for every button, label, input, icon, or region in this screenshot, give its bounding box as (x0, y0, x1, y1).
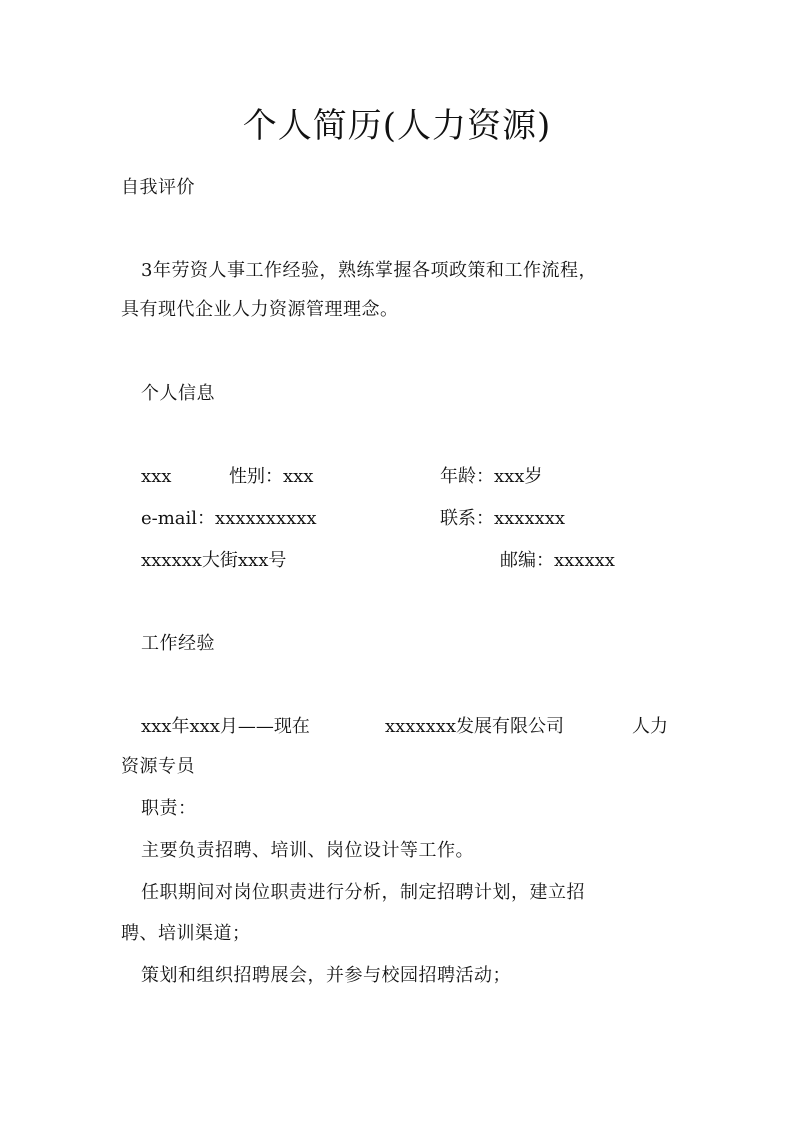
document-title: 个人简历(人力资源) (242, 106, 552, 146)
personal-contact: 联系：xxxxxxx (440, 508, 566, 529)
personal-gender: 性别：xxx (229, 466, 314, 487)
work-experience-heading: 工作经验 (141, 633, 215, 654)
duty-item-2-line1: 任职期间对岗位职责进行分析，制定招聘计划，建立招 (141, 882, 585, 903)
work-position-part2: 资源专员 (121, 756, 195, 777)
work-period: xxx年xxx月——现在 (141, 716, 310, 737)
self-eval-text-line1: 3年劳资人事工作经验，熟练掌握各项政策和工作流程， (141, 260, 597, 281)
duty-item-2-line2: 聘、培训渠道； (121, 923, 251, 944)
duty-item-3: 策划和组织招聘展会，并参与校园招聘活动； (141, 965, 511, 986)
personal-postcode: 邮编：xxxxxx (500, 550, 615, 571)
work-position-part1: 人力 (632, 716, 668, 737)
personal-age: 年龄：xxx岁 (440, 466, 543, 487)
personal-info-heading: 个人信息 (141, 383, 215, 404)
duties-label: 职责： (141, 798, 197, 819)
personal-name: xxx (141, 466, 172, 487)
self-eval-heading: 自我评价 (121, 177, 195, 198)
self-eval-text-line2: 具有现代企业人力资源管理理念。 (121, 299, 399, 320)
work-company: xxxxxxx发展有限公司 (385, 716, 565, 737)
personal-email: e-mail：xxxxxxxxxx (141, 508, 317, 529)
duty-item-1: 主要负责招聘、培训、岗位设计等工作。 (141, 840, 474, 861)
personal-address: xxxxxx大街xxx号 (141, 550, 287, 571)
